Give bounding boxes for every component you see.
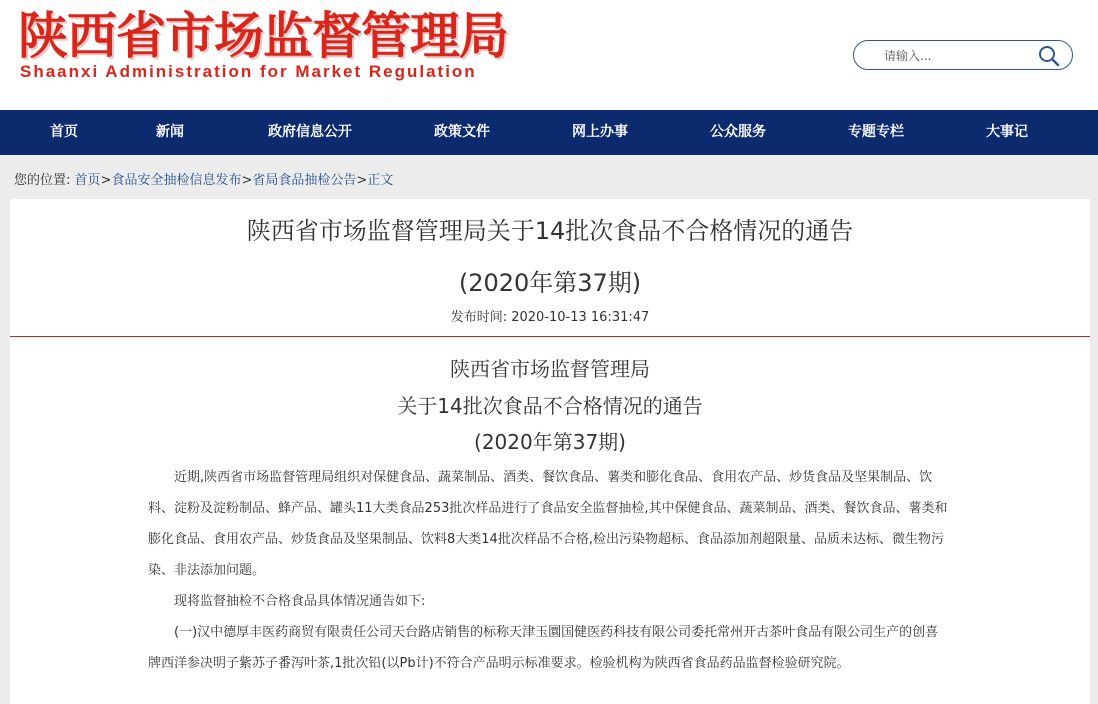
breadcrumb-separator: >	[241, 173, 253, 188]
body-heading-title: 关于14批次食品不合格情况的通告	[397, 394, 703, 418]
site-header	[0, 0, 1098, 110]
site-logo-english[interactable]: Shaanxi Administration for Market Regulation	[20, 62, 477, 81]
publish-label: 发布时间:	[450, 310, 508, 325]
body-heading-agency: 陕西省市场监督管理局	[450, 357, 650, 381]
body-heading-issue: (2020年第37期)	[474, 430, 626, 454]
nav-item-home[interactable]: 首页	[50, 124, 78, 140]
paragraph: 现将监督抽检不合格食品具体情况通告如下:	[174, 594, 426, 609]
breadcrumb-separator: >	[356, 173, 368, 188]
nav-item-online-service[interactable]: 网上办事	[572, 124, 628, 140]
publish-time	[10, 306, 1090, 325]
search-box	[853, 40, 1073, 70]
paragraph: (一)汉中德厚丰医药商贸有限责任公司天台路店销售的标称天津玉圜国健医药科技有限公司委托常州开古茶叶食品有限公司生产的创喜牌西洋参决明子紫苏子番泻叶茶,1批次铅(以Pb计)不符合产品明示标准要求。检验机构为陕西省食品药品监督检验研究院。	[148, 625, 939, 671]
title-divider	[10, 336, 1090, 337]
nav-item-events[interactable]: 大事记	[986, 124, 1028, 140]
breadcrumb-current[interactable]: 正文	[367, 173, 394, 188]
article-title: 陕西省市场监督管理局关于14批次食品不合格情况的通告	[246, 217, 854, 245]
article-body	[148, 462, 948, 679]
search-icon[interactable]	[1038, 45, 1060, 67]
breadcrumb-province-notices[interactable]: 省局食品抽检公告	[252, 173, 357, 188]
breadcrumb	[14, 169, 393, 187]
breadcrumb-prefix: 您的位置:	[14, 173, 71, 188]
nav-item-gov-info[interactable]: 政府信息公开	[268, 124, 352, 140]
nav-item-news[interactable]: 新闻	[156, 124, 184, 140]
nav-item-public-service[interactable]: 公众服务	[710, 124, 766, 140]
article-issue: (2020年第37期)	[458, 269, 642, 297]
search-input[interactable]	[882, 46, 1036, 66]
article-panel	[10, 199, 1090, 704]
breadcrumb-separator: >	[100, 173, 112, 188]
nav-item-topics[interactable]: 专题专栏	[848, 124, 904, 140]
site-logo-chinese[interactable]: 陕西省市场监督管理局	[18, 6, 508, 65]
publish-value: 2020-10-13 16:31:47	[511, 310, 650, 325]
paragraph: 近期,陕西省市场监督管理局组织对保健食品、蔬菜制品、酒类、餐饮食品、薯类和膨化食品、食用农产品、炒货食品及坚果制品、饮料、淀粉及淀粉制品、蜂产品、罐头11大类食品253批次样品进行了食品安全监督抽检,其中保健食品、蔬菜制品、酒类、餐饮食品、薯类和膨化食品、食用农产品、炒货食品及坚果制品、饮料8大类14批次样品不合格,检出污染物超标、食品添加剂超限量、品质未达标、微生物污染、非法添加问题。	[148, 470, 948, 578]
breadcrumb-home[interactable]: 首页	[74, 173, 101, 188]
nav-item-policy[interactable]: 政策文件	[434, 124, 490, 140]
main-nav	[0, 110, 1098, 155]
breadcrumb-food-safety[interactable]: 食品安全抽检信息发布	[111, 173, 242, 188]
